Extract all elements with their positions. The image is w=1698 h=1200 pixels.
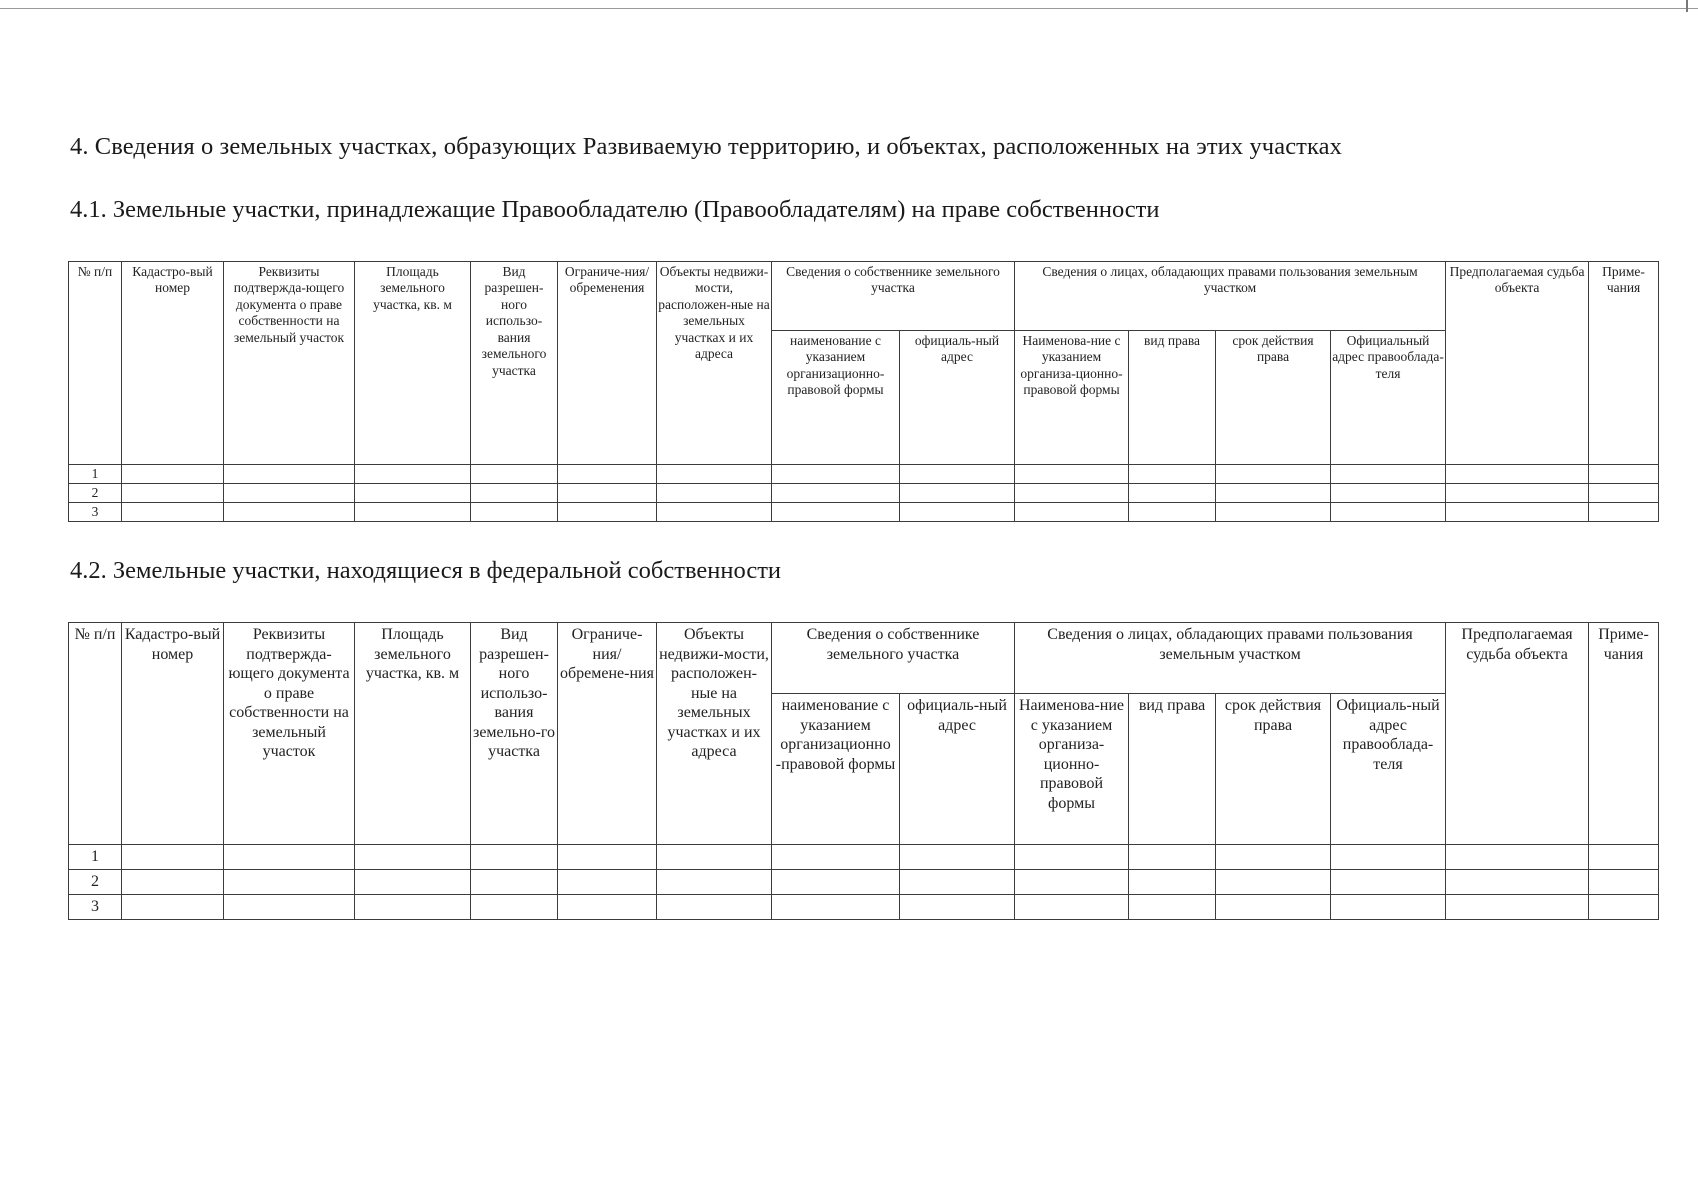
header-right-type: вид права bbox=[1129, 331, 1216, 465]
table-cell bbox=[558, 503, 657, 522]
header-ownership-document: Реквизиты подтвержда-ющего документа о праве собственности на земельный участок bbox=[224, 262, 355, 465]
header-num: № п/п bbox=[69, 262, 122, 465]
header-owner-info-group: Сведения о собственнике земельного участка bbox=[772, 623, 1015, 694]
table-row bbox=[69, 503, 1659, 522]
table-cell bbox=[1015, 484, 1129, 503]
table-cell bbox=[772, 845, 900, 870]
subsection-title-4-2: 4.2. Земельные участки, находящиеся в федеральной собственности bbox=[70, 557, 782, 584]
header-owner-address: официаль-ный адрес bbox=[900, 694, 1015, 845]
table-cell bbox=[1129, 895, 1216, 920]
table-cell bbox=[772, 465, 900, 484]
table-cell bbox=[122, 870, 224, 895]
table-row bbox=[69, 484, 1659, 503]
table-cell bbox=[1589, 484, 1659, 503]
table-cell bbox=[1331, 503, 1446, 522]
table-cell bbox=[1331, 870, 1446, 895]
header-intended-fate: Предполагаемая судьба объекта bbox=[1446, 623, 1589, 845]
table-cell bbox=[1446, 895, 1589, 920]
table-cell bbox=[1589, 465, 1659, 484]
table-cell bbox=[1015, 845, 1129, 870]
row-number: 2 bbox=[69, 870, 122, 895]
table-cell bbox=[657, 503, 772, 522]
table-cell bbox=[657, 870, 772, 895]
table-cell bbox=[1331, 895, 1446, 920]
table-cell bbox=[471, 484, 558, 503]
subsection-title-4-1: 4.1. Земельные участки, принадлежащие Правообладателю (Правообладателям) на праве собственности bbox=[70, 196, 1160, 223]
header-notes: Приме-чания bbox=[1589, 623, 1659, 845]
row-number: 1 bbox=[69, 845, 122, 870]
table-cell bbox=[657, 465, 772, 484]
table-cell bbox=[1015, 465, 1129, 484]
scan-edge-mark bbox=[1686, 0, 1688, 12]
table-cell bbox=[1129, 465, 1216, 484]
header-right-term: срок действия права bbox=[1216, 331, 1331, 465]
table-cell bbox=[558, 870, 657, 895]
table-cell bbox=[1446, 870, 1589, 895]
table-cell bbox=[122, 484, 224, 503]
table-cell bbox=[900, 870, 1015, 895]
table-cell bbox=[1331, 484, 1446, 503]
owned-land-plots-table bbox=[68, 261, 1659, 522]
table-cell bbox=[224, 503, 355, 522]
header-holder-address: Официаль-ный адрес правооблада-теля bbox=[1331, 694, 1446, 845]
table-cell bbox=[558, 484, 657, 503]
table-row bbox=[69, 870, 1659, 895]
table-cell bbox=[772, 503, 900, 522]
row-number: 3 bbox=[69, 503, 122, 522]
header-users-info-group: Сведения о лицах, обладающих правами пользования земельным участком bbox=[1015, 262, 1446, 331]
table-cell bbox=[558, 895, 657, 920]
header-permitted-use: Вид разрешен-ного использо-вания земельного участка bbox=[471, 262, 558, 465]
table-cell bbox=[1216, 870, 1331, 895]
header-permitted-use: Вид разрешен-ного использо-вания земельно-го участка bbox=[471, 623, 558, 845]
table-cell bbox=[122, 895, 224, 920]
header-restrictions: Ограниче-ния/ обременения bbox=[558, 262, 657, 465]
table-cell bbox=[657, 845, 772, 870]
table-cell bbox=[1446, 503, 1589, 522]
table-cell bbox=[1589, 845, 1659, 870]
table-cell bbox=[657, 895, 772, 920]
table-cell bbox=[355, 870, 471, 895]
header-cadastral-number: Кадастро-вый номер bbox=[122, 623, 224, 845]
row-number: 3 bbox=[69, 895, 122, 920]
table-cell bbox=[772, 870, 900, 895]
table-cell bbox=[355, 465, 471, 484]
table-cell bbox=[1015, 503, 1129, 522]
header-owner-address: официаль-ный адрес bbox=[900, 331, 1015, 465]
header-holder-address: Официальный адрес правооблада-теля bbox=[1331, 331, 1446, 465]
table-cell bbox=[900, 465, 1015, 484]
table-cell bbox=[1446, 465, 1589, 484]
table-cell bbox=[1129, 870, 1216, 895]
table-cell bbox=[1129, 845, 1216, 870]
table-cell bbox=[1216, 845, 1331, 870]
table-cell bbox=[471, 845, 558, 870]
header-user-name: Наименова-ние с указанием организа-ционно-правовой формы bbox=[1015, 331, 1129, 465]
table-cell bbox=[355, 503, 471, 522]
table-cell bbox=[1589, 895, 1659, 920]
table-cell bbox=[657, 484, 772, 503]
header-owner-name: наименование с указанием организационно -правовой формы bbox=[772, 694, 900, 845]
scan-edge-line bbox=[0, 8, 1698, 9]
header-owner-info-group: Сведения о собственнике земельного участка bbox=[772, 262, 1015, 331]
table-cell bbox=[1331, 845, 1446, 870]
table-cell bbox=[471, 465, 558, 484]
table-cell bbox=[471, 503, 558, 522]
table-cell bbox=[1216, 503, 1331, 522]
table-cell bbox=[224, 465, 355, 484]
row-number: 1 bbox=[69, 465, 122, 484]
table-cell bbox=[900, 895, 1015, 920]
table-cell bbox=[224, 845, 355, 870]
header-right-type: вид права bbox=[1129, 694, 1216, 845]
table-cell bbox=[122, 503, 224, 522]
table-row bbox=[69, 465, 1659, 484]
header-intended-fate: Предполагаемая судьба объекта bbox=[1446, 262, 1589, 465]
header-owner-name: наименование с указанием организационно-правовой формы bbox=[772, 331, 900, 465]
table-cell bbox=[224, 895, 355, 920]
table-cell bbox=[1216, 895, 1331, 920]
table-cell bbox=[772, 895, 900, 920]
table-cell bbox=[1589, 870, 1659, 895]
table-cell bbox=[1015, 870, 1129, 895]
table-cell bbox=[900, 484, 1015, 503]
table-cell bbox=[1446, 845, 1589, 870]
header-users-info-group: Сведения о лицах, обладающих правами пользования земельным участком bbox=[1015, 623, 1446, 694]
table-cell bbox=[1331, 465, 1446, 484]
table-row bbox=[69, 845, 1659, 870]
header-user-name: Наименова-ние с указанием организа-ционно-правовой формы bbox=[1015, 694, 1129, 845]
header-num: № п/п bbox=[69, 623, 122, 845]
table-cell bbox=[1216, 484, 1331, 503]
table-cell bbox=[1129, 484, 1216, 503]
table-cell bbox=[355, 895, 471, 920]
table-cell bbox=[355, 484, 471, 503]
table-cell bbox=[355, 845, 471, 870]
header-right-term: срок действия права bbox=[1216, 694, 1331, 845]
table-row bbox=[69, 895, 1659, 920]
federal-land-plots-table bbox=[68, 622, 1659, 920]
table-cell bbox=[471, 870, 558, 895]
table-cell bbox=[900, 845, 1015, 870]
table-cell bbox=[224, 870, 355, 895]
table-cell bbox=[122, 845, 224, 870]
table-cell bbox=[1446, 484, 1589, 503]
header-plot-area: Площадь земельного участка, кв. м bbox=[355, 262, 471, 465]
table-cell bbox=[1015, 895, 1129, 920]
table-cell bbox=[1129, 503, 1216, 522]
header-real-estate-objects: Объекты недвижи-мости, расположен-ные на земельных участках и их адреса bbox=[657, 262, 772, 465]
table-cell bbox=[224, 484, 355, 503]
header-ownership-document: Реквизиты подтвержда-ющего документа о праве собственности на земельный участок bbox=[224, 623, 355, 845]
table-cell bbox=[122, 465, 224, 484]
table-cell bbox=[558, 845, 657, 870]
header-cadastral-number: Кадастро-вый номер bbox=[122, 262, 224, 465]
section-title: 4. Сведения о земельных участках, образующих Развиваемую территорию, и объектах, расположенных на этих участках bbox=[70, 133, 1342, 160]
table-cell bbox=[1589, 503, 1659, 522]
table-cell bbox=[471, 895, 558, 920]
table-cell bbox=[1216, 465, 1331, 484]
header-restrictions: Ограниче-ния/ обремене-ния bbox=[558, 623, 657, 845]
table-cell bbox=[772, 484, 900, 503]
row-number: 2 bbox=[69, 484, 122, 503]
table-cell bbox=[900, 503, 1015, 522]
header-plot-area: Площадь земельного участка, кв. м bbox=[355, 623, 471, 845]
table-cell bbox=[558, 465, 657, 484]
header-real-estate-objects: Объекты недвижи-мости, расположен-ные на земельных участках и их адреса bbox=[657, 623, 772, 845]
header-notes: Приме-чания bbox=[1589, 262, 1659, 465]
